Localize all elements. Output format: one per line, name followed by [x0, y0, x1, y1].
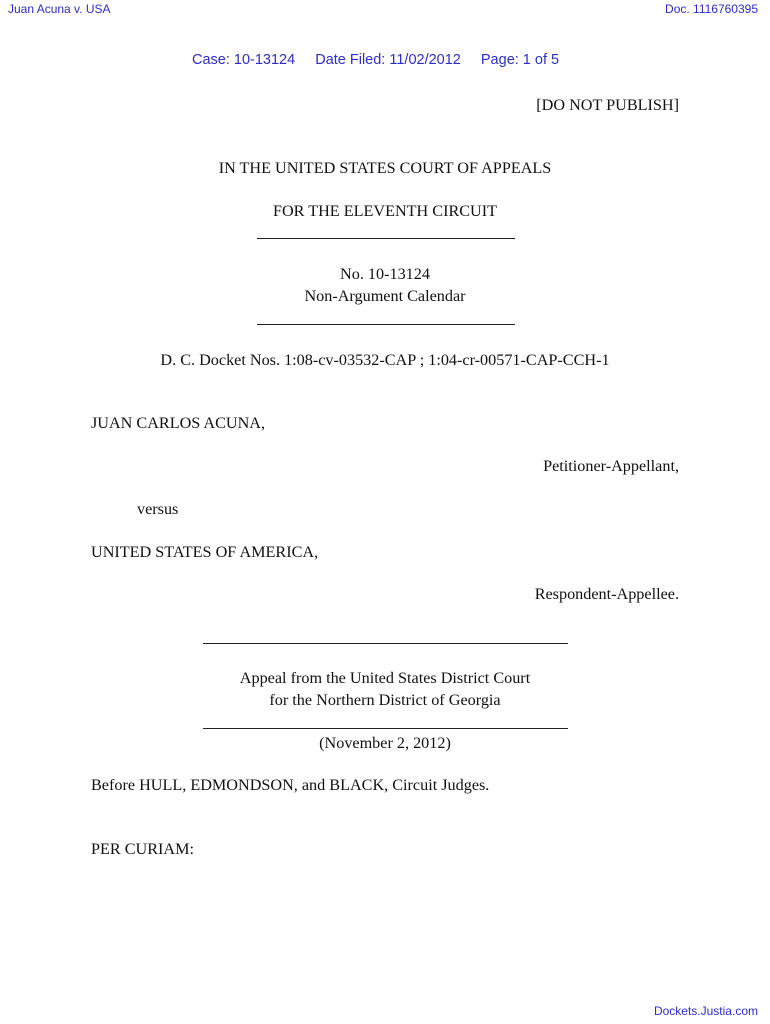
source-link[interactable]: Dockets.Justia.com	[653, 1004, 758, 1018]
publish-notice: [DO NOT PUBLISH]	[536, 96, 679, 114]
decision-date: (November 2, 2012)	[319, 734, 451, 752]
appeal-line-2: for the Northern District of Georgia	[269, 691, 501, 709]
date-filed-label: Date Filed: 11/02/2012	[315, 52, 461, 68]
divider-rule	[257, 238, 515, 239]
case-number-label: Case: 10-13124	[192, 52, 296, 68]
petitioner-name: JUAN CARLOS ACUNA,	[91, 414, 266, 432]
court-circuit: FOR THE ELEVENTH CIRCUIT	[272, 202, 498, 220]
divider-rule	[203, 643, 568, 644]
case-title-header: Juan Acuna v. USA	[8, 2, 111, 16]
calendar-type: Non-Argument Calendar	[304, 287, 466, 305]
docket-numbers: D. C. Docket Nos. 1:08-cv-03532-CAP ; 1:04-cr-00571-CAP-CCH-1	[160, 351, 610, 369]
judges-line: Before HULL, EDMONDSON, and BLACK, Circuit Judges.	[91, 776, 490, 794]
case-number: No. 10-13124	[340, 265, 430, 283]
appeal-line-1: Appeal from the United States District Court	[239, 669, 531, 687]
respondent-name: UNITED STATES OF AMERICA,	[91, 543, 319, 561]
per-curiam-heading: PER CURIAM:	[91, 840, 194, 858]
court-name: IN THE UNITED STATES COURT OF APPEALS	[218, 159, 552, 177]
divider-rule	[203, 728, 568, 729]
doc-number-header: Doc. 1116760395	[665, 2, 758, 16]
filing-header	[192, 52, 575, 68]
petitioner-role: Petitioner-Appellant,	[543, 457, 679, 475]
respondent-role: Respondent-Appellee.	[534, 585, 679, 603]
versus-label: versus	[137, 500, 179, 518]
page-count-label: Page: 1 of 5	[480, 52, 560, 68]
divider-rule	[257, 324, 515, 325]
